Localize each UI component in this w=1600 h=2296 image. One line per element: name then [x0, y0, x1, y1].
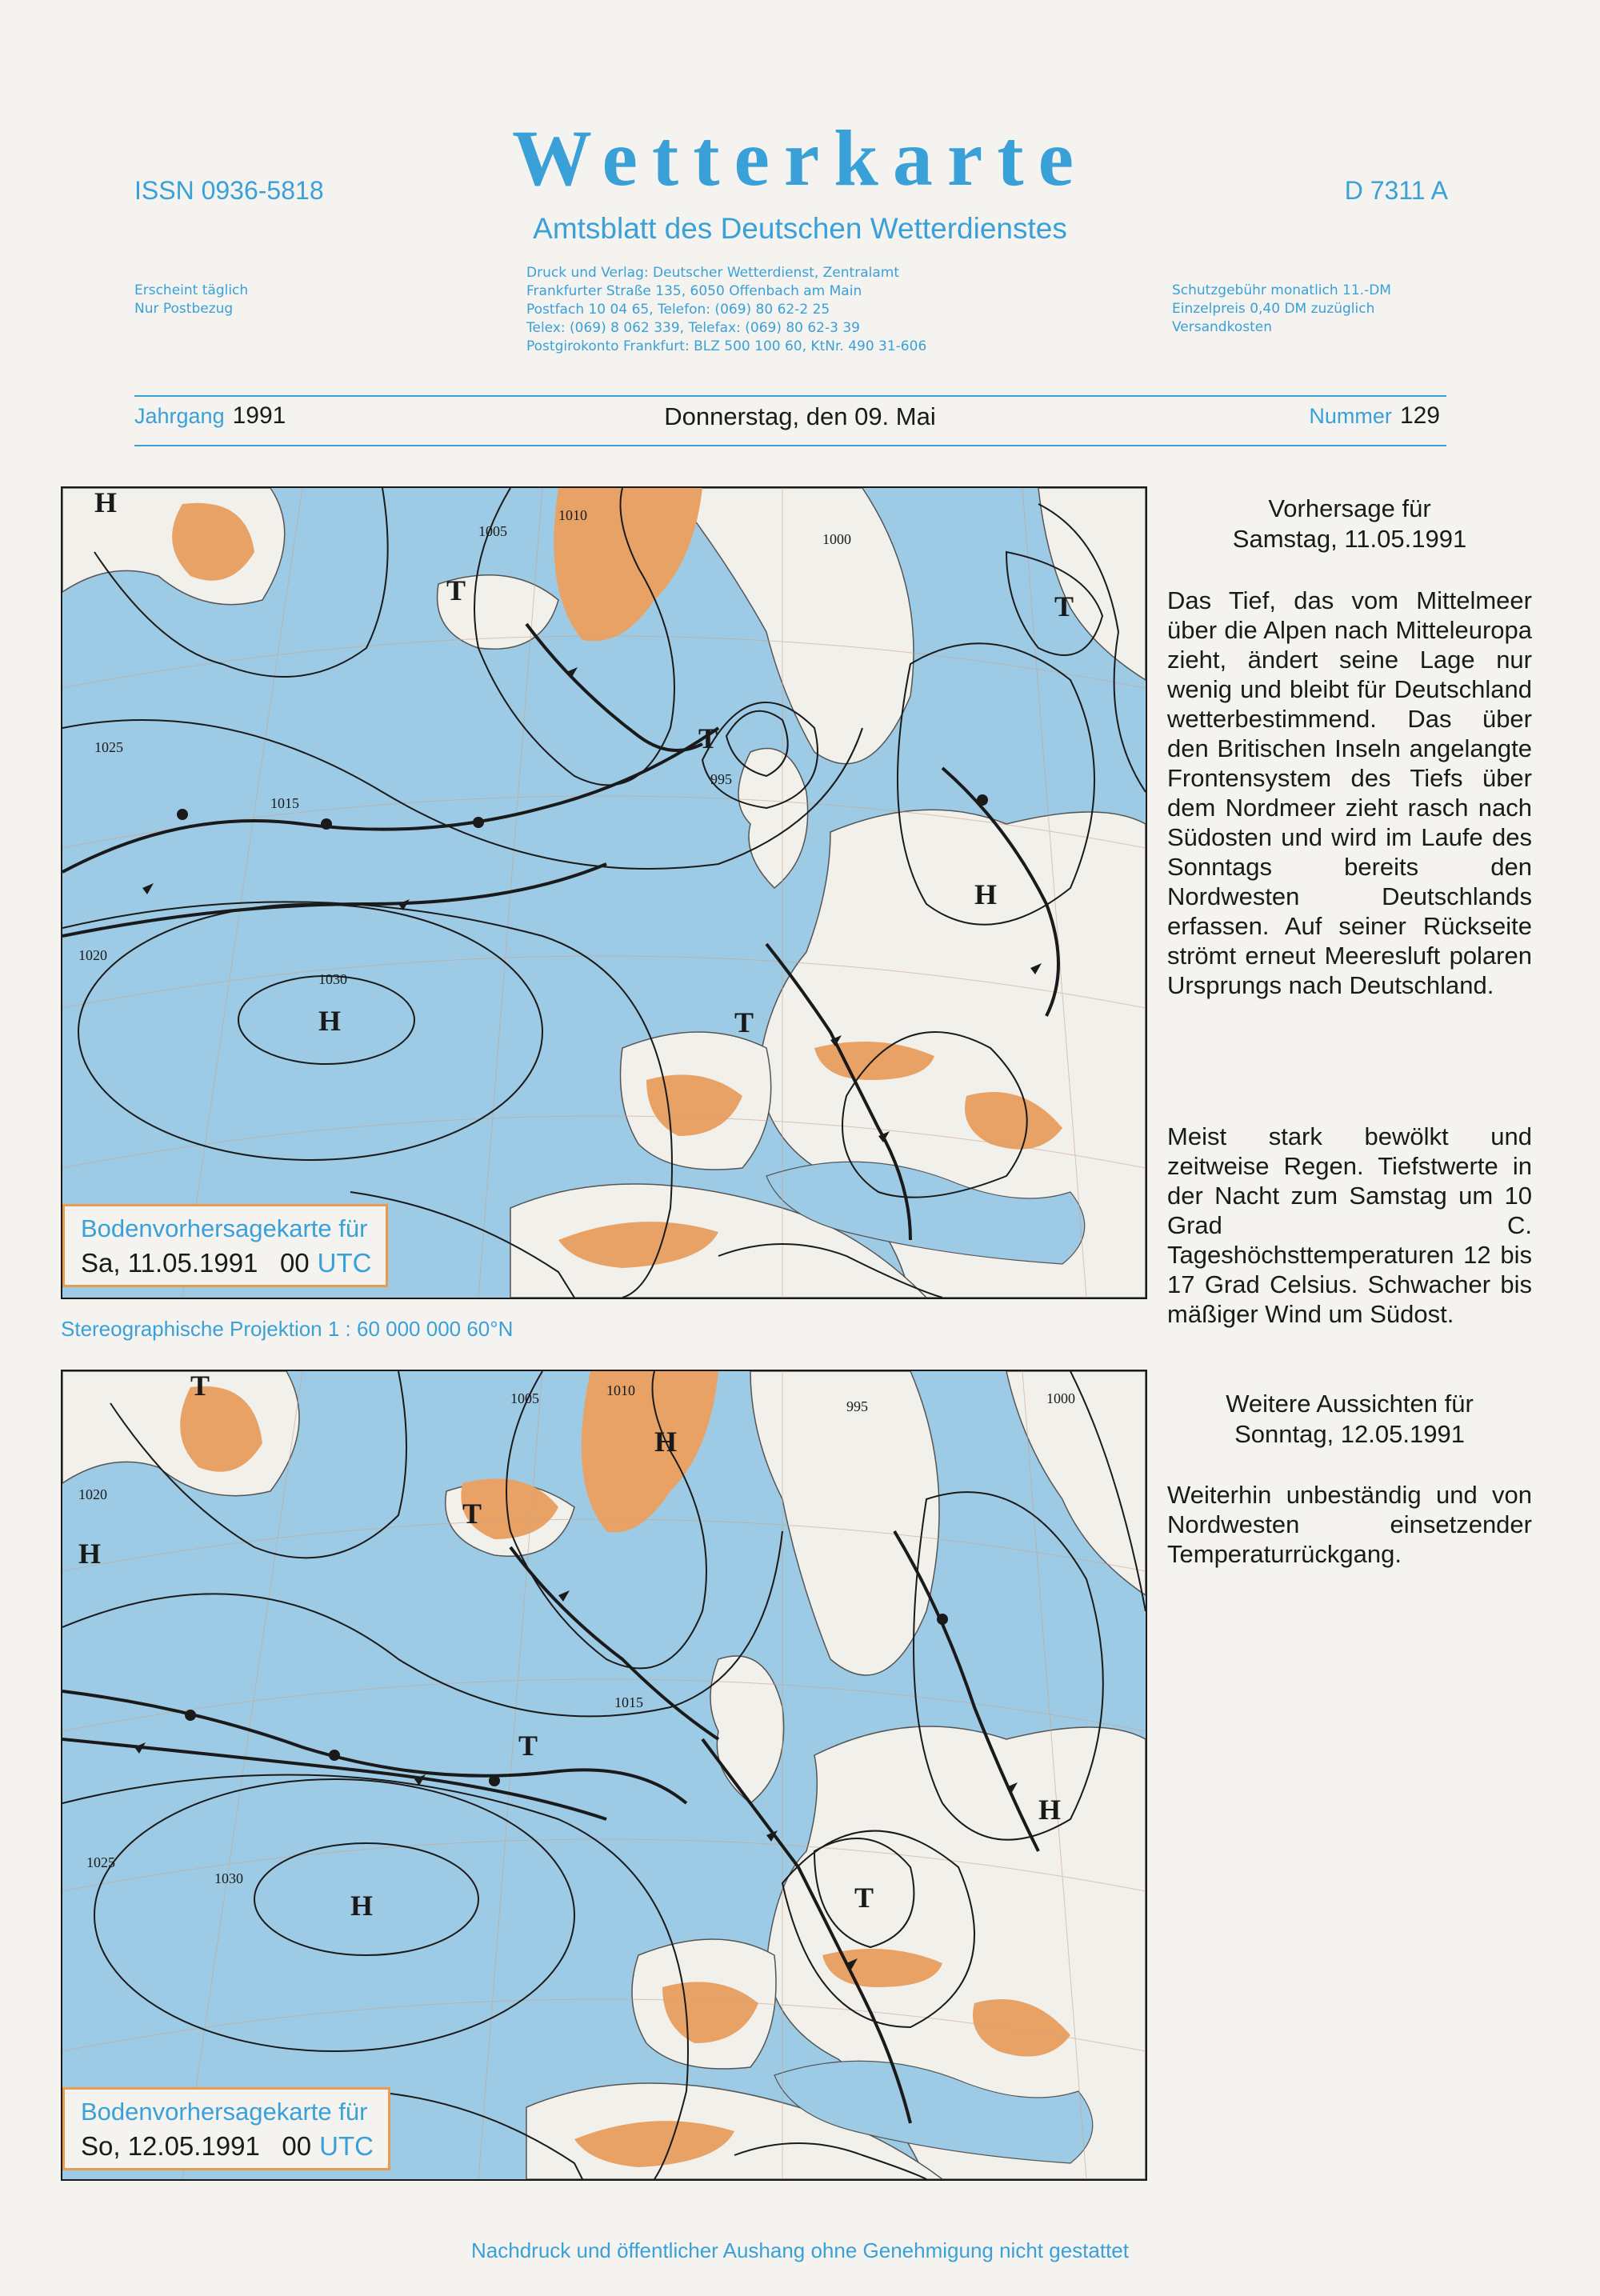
outlook-text: Weiterhin unbeständig und von Nordwesten einsetzender Temperaturrückgang. — [1167, 1481, 1532, 1568]
page-subtitle: Amtsblatt des Deutschen Wetterdienstes — [533, 212, 1067, 245]
land-scandinavia — [750, 1371, 939, 1675]
price-note-line: Einzelpreis 0,40 DM zuzüglich — [1172, 301, 1375, 317]
forecast-heading-line: Vorhersage für — [1268, 494, 1431, 522]
caption-hour: 00 — [282, 2131, 312, 2161]
postal-number: D 7311 A — [1344, 176, 1448, 205]
isobar-value: 1030 — [214, 1870, 243, 1886]
isobar-value: 1025 — [94, 739, 123, 755]
high-label: H — [974, 878, 998, 910]
footer-note: Nachdruck und öffentlicher Aushang ohne Genehmigung nicht gestattet — [471, 2238, 1129, 2262]
issue-date: Donnerstag, den 09. Mai — [664, 402, 936, 430]
isobar-value: 1015 — [614, 1694, 643, 1710]
caption-title: Bodenvorhersagekarte für — [81, 1214, 368, 1242]
map-caption — [62, 1204, 388, 1287]
caption-date-text: So, 12.05.1991 — [81, 2131, 260, 2161]
low-label: T — [698, 722, 718, 754]
caption-zone: UTC — [317, 1248, 372, 1278]
low-label: T — [446, 574, 466, 606]
divider-top — [134, 395, 1446, 397]
caption-date — [81, 1248, 371, 1278]
low-label: T — [462, 1498, 482, 1530]
forecast-map-saturday — [61, 486, 1147, 1299]
year-value: 1991 — [232, 402, 286, 429]
high-label: H — [318, 1005, 342, 1037]
isobar-value: 1015 — [270, 795, 299, 811]
isobar-value: 1020 — [78, 947, 107, 963]
isobar-value: 1005 — [510, 1390, 539, 1406]
isobar-value: 1000 — [1046, 1390, 1075, 1406]
caption-hour: 00 — [279, 1248, 310, 1278]
publisher-info — [526, 264, 926, 356]
forecast-text: Das Tief, das vom Mittelmeer über die Alpen nach Mitteleuropa zieht, ändert seine Lage nur wenig und bleibt für Deutschland wetterbestimmend. Das über den Britischen Inseln angelangte Frontensystem des Tiefs über dem Nordmeer zieht rasch nach Südosten und wird im Laufe des Sonntags bereits den Nordwesten Deutschlands erfassen. Auf seiner Rückseite strömt erneut Meeresluft polaren Ursprungs nach Deutschland. — [1167, 586, 1532, 999]
high-label: H — [1038, 1794, 1062, 1826]
low-label: T — [1054, 590, 1074, 622]
outlook-heading-line: Sonntag, 12.05.1991 — [1234, 1420, 1465, 1448]
high-label: H — [654, 1426, 678, 1458]
isobar-value: 995 — [846, 1398, 868, 1414]
caption-date — [81, 2131, 374, 2162]
number-label: Nummer — [1309, 404, 1392, 428]
forecast-heading-line: Samstag, 11.05.1991 — [1232, 525, 1467, 553]
isobar-value: 1000 — [822, 531, 851, 547]
outlook-heading-line: Weitere Aussichten für — [1226, 1390, 1474, 1418]
land-arctic — [1038, 488, 1146, 680]
forecast-weather-details: Meist stark bewölkt und zeitweise Regen. Tiefstwerte in der Nacht zum Samstag um 10 Grad C. Tageshöchsttemperaturen 12 bis 17 Grad Celsius. Schwacher bis mäßiger Wind um Südost. — [1167, 1122, 1532, 1328]
page-title: Wetterkarte — [512, 114, 1088, 202]
delivery-note-line: Nur Postbezug — [134, 301, 234, 317]
map-graphic — [62, 1371, 1146, 2179]
publisher-line: Postgirokonto Frankfurt: BLZ 500 100 60, KtNr. 490 31-606 — [526, 338, 927, 354]
issue-number — [1309, 402, 1440, 430]
projection-note: Stereographische Projektion 1 : 60 000 000 60°N — [61, 1317, 514, 1341]
price-note-line: Versandkosten — [1172, 319, 1272, 335]
forecast-heading — [1167, 494, 1532, 554]
map-graphic — [62, 488, 1146, 1298]
low-label: T — [854, 1882, 874, 1914]
number-value: 129 — [1399, 402, 1440, 429]
isobar-value: 1030 — [318, 971, 347, 987]
caption-title: Bodenvorhersagekarte für — [81, 2098, 368, 2126]
publisher-line: Postfach 10 04 65, Telefon: (069) 80 62-2 25 — [526, 302, 830, 318]
high-label: H — [350, 1890, 374, 1922]
year-label: Jahrgang — [134, 404, 225, 428]
isobar-value: 1025 — [86, 1854, 115, 1870]
low-label: T — [190, 1371, 210, 1402]
low-label: T — [734, 1006, 754, 1038]
publisher-line: Telex: (069) 8 062 339, Telefax: (069) 80 62-3 39 — [526, 320, 860, 336]
delivery-note — [134, 282, 248, 318]
low-label: T — [518, 1730, 538, 1762]
delivery-note-line: Erscheint täglich — [134, 282, 249, 298]
isobar-value: 1020 — [78, 1486, 107, 1502]
isobar-value: 1005 — [478, 523, 507, 539]
issn: ISSN 0936-5818 — [134, 176, 324, 205]
isobar-value: 1010 — [558, 507, 587, 523]
publisher-line: Druck und Verlag: Deutscher Wetterdienst, Zentralamt — [526, 265, 899, 281]
forecast-map-sunday — [61, 1370, 1147, 2181]
isobar-value: 1010 — [606, 1382, 635, 1398]
divider-bottom — [134, 445, 1446, 446]
publisher-line: Frankfurter Straße 135, 6050 Offenbach am Main — [526, 283, 862, 299]
caption-date-text: Sa, 11.05.1991 — [81, 1248, 258, 1278]
outlook-heading — [1167, 1389, 1532, 1450]
price-note-line: Schutzgebühr monatlich 11.-DM — [1172, 282, 1391, 298]
highland-scandinavia — [582, 1371, 718, 1532]
high-label: H — [78, 1538, 102, 1570]
caption-zone: UTC — [319, 2131, 374, 2161]
isobar-value: 995 — [710, 771, 732, 787]
price-note — [1172, 282, 1391, 337]
high-label: H — [94, 488, 118, 518]
map-caption — [62, 2087, 390, 2170]
